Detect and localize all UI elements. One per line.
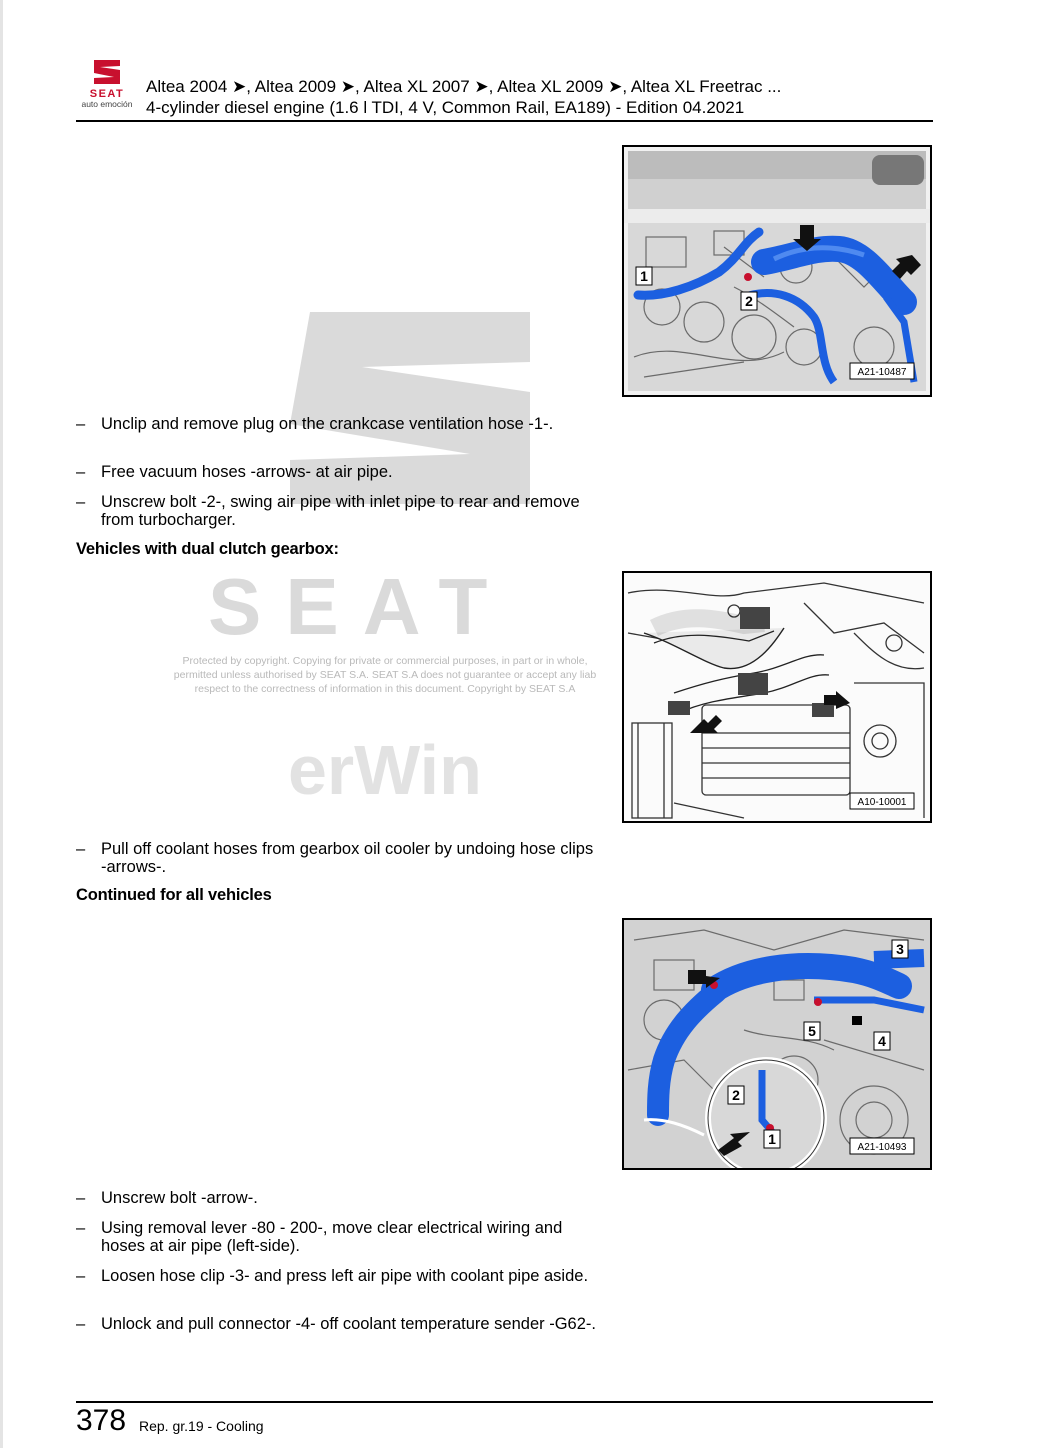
page-number: 378: [76, 1404, 127, 1437]
copyright-line-3: respect to the correctness of information in this document. Copyright by SEAT S.A: [194, 683, 576, 695]
seat-watermark-text: [208, 570, 623, 645]
step-unscrew-bolt-2: – Unscrew bolt -2-, swing air pipe with inlet pipe to rear and remove from turbocharger.: [76, 493, 580, 529]
logo-tagline: auto emoción: [81, 99, 133, 109]
copyright-line-1: Protected by copyright. Copying for private or commercial purposes, in part or in whole,: [182, 655, 588, 667]
step-unscrew-bolt-arrow: – Unscrew bolt -arrow-.: [76, 1189, 258, 1207]
header-rule: [76, 120, 933, 122]
footer-section: Rep. gr.19 - Cooling: [139, 1418, 264, 1434]
copyright-line-2: permitted unless authorised by SEAT S.A. SEAT S.A does not guarantee or accept any liab: [173, 669, 597, 681]
figure-2-code: A10-10001: [857, 797, 907, 808]
figure-2: [622, 571, 932, 823]
step-pull-coolant-hoses: – Pull off coolant hoses from gearbox oil cooler by undoing hose clips -arrows-.: [76, 840, 594, 876]
footer-rule: [76, 1401, 933, 1403]
step-unclip-plug: – Unclip and remove plug on the crankcase ventilation hose -1-.: [76, 415, 554, 433]
subheading-continued: Continued for all vehicles: [76, 886, 272, 904]
header-models: Altea 2004 ➤, Altea 2009 ➤, Altea XL 2007 ➤, Altea XL 2009 ➤, Altea XL Freetrac ...: [146, 77, 782, 96]
figure-3-label-5: 5: [808, 1023, 816, 1039]
figure-3-code: A21-10493: [857, 1142, 907, 1153]
step-loosen-hose-clip: – Loosen hose clip -3- and press left air pipe with coolant pipe aside.: [76, 1267, 589, 1285]
subheading-dual-clutch: Vehicles with dual clutch gearbox:: [76, 540, 339, 558]
figure-3-label-1: 1: [768, 1131, 776, 1147]
figure-1-label-1: 1: [640, 268, 648, 284]
svg-text:erWin: erWin: [288, 731, 482, 800]
svg-text:SEAT: SEAT: [208, 570, 512, 640]
header-engine: 4-cylinder diesel engine (1.6 l TDI, 4 V, Common Rail, EA189) - Edition 04.2021: [146, 98, 745, 117]
figure-1-code: A21-10487: [857, 367, 907, 378]
logo-brand: SEAT: [89, 88, 125, 100]
step-free-vacuum-hoses: – Free vacuum hoses -arrows- at air pipe.: [76, 463, 393, 481]
figure-1: [622, 145, 932, 397]
figure-3-label-4: 4: [878, 1033, 886, 1049]
page-edge: [0, 0, 3, 1448]
erwin-watermark: [288, 708, 538, 805]
seat-logo: [76, 58, 138, 110]
figure-1-label-2: 2: [745, 293, 753, 309]
figure-3-label-3: 3: [896, 941, 904, 957]
step-unlock-connector: – Unlock and pull connector -4- off coolant temperature sender -G62-.: [76, 1315, 596, 1333]
figure-3-label-2: 2: [732, 1087, 740, 1103]
figure-3: [622, 918, 932, 1170]
step-removal-lever: – Using removal lever -80 - 200-, move clear electrical wiring and hoses at air pipe (left-side).: [76, 1219, 563, 1255]
